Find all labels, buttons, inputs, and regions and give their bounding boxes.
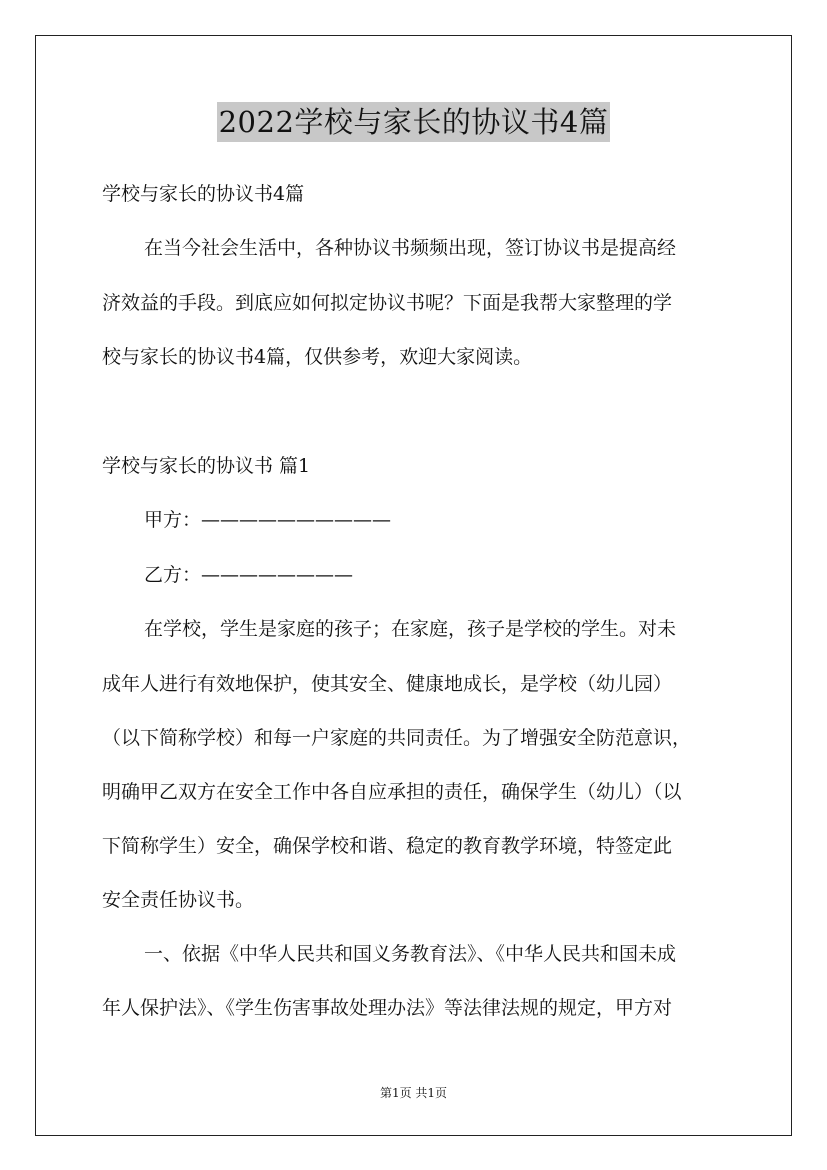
document-title	[0, 102, 827, 142]
intro-line-1: 在当今社会生活中，各种协议书频频出现，签订协议书是提高经	[144, 237, 677, 259]
body-line-3: （以下简称学校）和每一户家庭的共同责任。为了增强安全防范意识，	[102, 727, 692, 749]
clause-line-2: 年人保护法》、《学生伤害事故处理办法》等法律法规的规定，甲方对	[102, 997, 673, 1019]
body-line-4: 明确甲乙双方在安全工作中各自应承担的责任，确保学生（幼儿）（以	[102, 781, 682, 803]
clause-line-1: 一、依据《中华人民共和国义务教育法》、《中华人民共和国未成	[144, 943, 677, 965]
party-b-line: 乙方：————————	[144, 564, 354, 586]
body-line-6: 安全责任协议书。	[102, 889, 255, 911]
subtitle-line: 学校与家长的协议书4篇	[102, 183, 305, 205]
page-number: 第1页 共1页	[379, 1086, 448, 1100]
document-title-text: 2022学校与家长的协议书4篇	[217, 102, 611, 142]
body-line-1: 在学校，学生是家庭的孩子；在家庭，孩子是学校的学生。对未	[144, 618, 677, 640]
intro-line-3: 校与家长的协议书4篇，仅供参考，欢迎大家阅读。	[102, 346, 533, 368]
party-a-line: 甲方：——————————	[144, 509, 392, 531]
body-line-2: 成年人进行有效地保护，使其安全、健康地成长，是学校（幼儿园）	[102, 673, 673, 695]
section-heading: 学校与家长的协议书 篇1	[102, 455, 311, 477]
intro-line-2: 济效益的手段。到底应如何拟定协议书呢？下面是我帮大家整理的学	[102, 292, 673, 314]
body-line-5: 下简称学生）安全，确保学校和谐、稳定的教育教学环境，特签定此	[102, 835, 673, 857]
